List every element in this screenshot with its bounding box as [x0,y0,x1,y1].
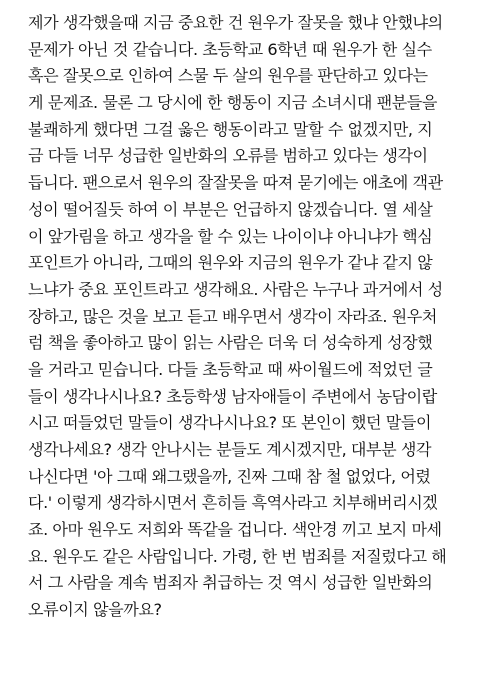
text-line-23: 오류이지 않을까요? [28,600,162,620]
text-line-9: 이 앞가림을 하고 생각을 할 수 있는 나이이냐 아니냐가 핵심 [28,226,433,246]
text-line-1: 제가 생각했을때 지금 중요한 건 원우가 잘못을 했냐 안했냐의 [28,13,443,32]
text-line-7: 듭니다. 팬으로서 원우의 잘잘못을 따져 묻기에는 애초에 객관 [28,173,443,193]
text-line-22: 서 그 사람을 계속 범죄자 취급하는 것 역시 성급한 일반화의 [28,573,433,593]
text-line-11: 느냐가 중요 포인트라고 생각해요. 사람은 누구나 과거에서 성 [28,279,443,299]
text-line-5: 불쾌하게 했다면 그걸 옳은 행동이라고 말할 수 없겠지만, 지 [28,119,433,139]
text-line-17: 생각나세요? 생각 안나시는 분들도 계시겠지만, 대부분 생각 [28,440,432,459]
text-line-20: 죠. 아마 원우도 저희와 똑같을 겁니다. 색안경 끼고 보지 마세 [28,520,442,540]
text-line-19: 다.' 이렇게 생각하시면서 흔히들 흑역사라고 치부해버리시겠 [28,493,438,513]
text-line-8: 성이 떨어질듯 하여 이 부분은 언급하지 않겠습니다. 열 세살 [28,199,433,219]
text-line-4: 게 문제죠. 물론 그 당시에 한 행동이 지금 소녀시대 팬분들을 [28,93,437,113]
text-line-12: 장하고, 많은 것을 보고 듣고 배우면서 생각이 자라죠. 원우처 [28,306,437,326]
text-line-21: 요. 원우도 같은 사람입니다. 가령, 한 번 범죄를 저질렀다고 해 [28,546,447,566]
text-line-3: 혹은 잘못으로 인하여 스물 두 살의 원우를 판단하고 있다는 [28,66,428,86]
text-line-13: 럼 책을 좋아하고 많이 읽는 사람은 더욱 더 성숙하게 성장했 [28,333,433,353]
text-line-10: 포인트가 아니라, 그때의 원우와 지금의 원우가 같냐 같지 않 [28,253,433,273]
text-line-14: 을 거라고 믿습니다. 다들 초등학교 때 싸이월드에 적었던 글 [28,359,433,379]
text-line-15: 들이 생각나시나요? 초등학생 남자애들이 주변에서 농담이랍 [28,386,437,406]
text-line-16: 시고 떠들었던 말들이 생각나시나요? 또 본인이 했던 말들이 [28,413,432,433]
text-line-2: 문제가 아닌 것 같습니다. 초등학교 6학년 때 원우가 한 실수 [28,39,432,59]
text-line-6: 금 다들 너무 성급한 일반화의 오류를 범하고 있다는 생각이 [28,146,428,166]
text-line-18: 나신다면 '아 그때 왜그랬을까, 진짜 그때 참 철 없었다, 어렸 [28,466,431,486]
